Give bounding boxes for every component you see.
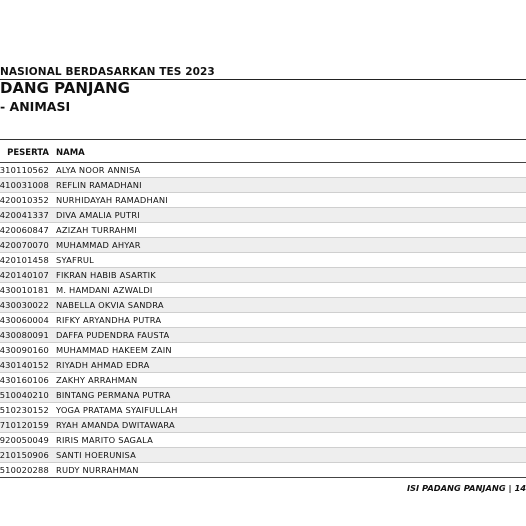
participant-number: 420041337 [0, 210, 49, 220]
table-row [0, 343, 526, 358]
table-row [0, 418, 526, 433]
participant-number: 430080091 [0, 330, 49, 340]
participant-name: RUDY NURRAHMAN [56, 465, 139, 475]
participant-number: 430140152 [0, 360, 49, 370]
participant-name: RIRIS MARITO SAGALA [56, 435, 153, 445]
column-header-name: NAMA [56, 148, 85, 158]
participant-name: REFLIN RAMADHANI [56, 180, 142, 190]
participant-name: MUHAMMAD HAKEEM ZAIN [56, 345, 172, 355]
table-row [0, 253, 526, 268]
participant-number: 430160106 [0, 375, 49, 385]
table-row [0, 238, 526, 253]
participant-number: 210150906 [0, 450, 49, 460]
participant-name: BINTANG PERMANA PUTRA [56, 390, 171, 400]
participant-number: 310110562 [0, 165, 49, 175]
table-row [0, 163, 526, 178]
table-row [0, 373, 526, 388]
table-row [0, 223, 526, 238]
table-row [0, 403, 526, 418]
table-row [0, 448, 526, 463]
participant-number: 920050049 [0, 435, 49, 445]
participant-name: YOGA PRATAMA SYAIFULLAH [56, 405, 178, 415]
participant-number: 420060847 [0, 225, 49, 235]
participant-name: NURHIDAYAH RAMADHANI [56, 195, 168, 205]
participant-number: 510230152 [0, 405, 49, 415]
participant-number: 410031008 [0, 180, 49, 190]
participant-number: 420010352 [0, 195, 49, 205]
participant-number: 420070070 [0, 240, 49, 250]
participant-name: RIFKY ARYANDHA PUTRA [56, 315, 162, 325]
column-header-number: PESERTA [7, 148, 49, 158]
program-name: - ANIMASI [0, 99, 71, 114]
participant-name: RIYADH AHMAD EDRA [56, 360, 150, 370]
table-row [0, 268, 526, 283]
participant-name: FIKRAN HABIB ASARTIK [56, 270, 156, 280]
table-row [0, 298, 526, 313]
participant-name: AZIZAH TURRAHMI [56, 225, 137, 235]
table-row [0, 358, 526, 373]
participant-name: ZAKHY ARRAHMAN [56, 375, 138, 385]
participant-table [0, 162, 526, 478]
table-row [0, 283, 526, 298]
table-top-divider [0, 139, 526, 140]
participant-number: 420140107 [0, 270, 49, 280]
table-row [0, 328, 526, 343]
participant-number: 510020288 [0, 465, 49, 475]
table-header [0, 144, 526, 160]
participant-number: 420101458 [0, 255, 49, 265]
table-row [0, 388, 526, 403]
participant-number: 430030022 [0, 300, 49, 310]
page-footer: ISI PADANG PANJANG | 14 [406, 483, 526, 493]
participant-name: SYAFRUL [56, 255, 94, 265]
participant-name: MUHAMMAD AHYAR [56, 240, 141, 250]
table-row [0, 193, 526, 208]
participant-name: NABELLA OKVIA SANDRA [56, 300, 164, 310]
participant-name: DIVA AMALIA PUTRI [56, 210, 140, 220]
participant-number: 430090160 [0, 345, 49, 355]
participant-name: RYAH AMANDA DWITAWARA [56, 420, 175, 430]
table-row [0, 208, 526, 223]
table-row [0, 433, 526, 448]
participant-number: 430010181 [0, 285, 49, 295]
participant-number: 430060004 [0, 315, 49, 325]
table-row [0, 313, 526, 328]
participant-name: SANTI HOERUNISA [56, 450, 137, 460]
document-header-title: NASIONAL BERDASARKAN TES 2023 [0, 66, 215, 78]
table-row [0, 463, 526, 477]
participant-name: M. HAMDANI AZWALDI [56, 285, 153, 295]
participant-name: ALYA NOOR ANNISA [56, 165, 141, 175]
participant-number: 510040210 [0, 390, 49, 400]
table-row [0, 178, 526, 193]
participant-name: DAFFA PUDENDRA FAUSTA [56, 330, 170, 340]
institution-name: DANG PANJANG [0, 79, 130, 97]
participant-number: 710120159 [0, 420, 49, 430]
